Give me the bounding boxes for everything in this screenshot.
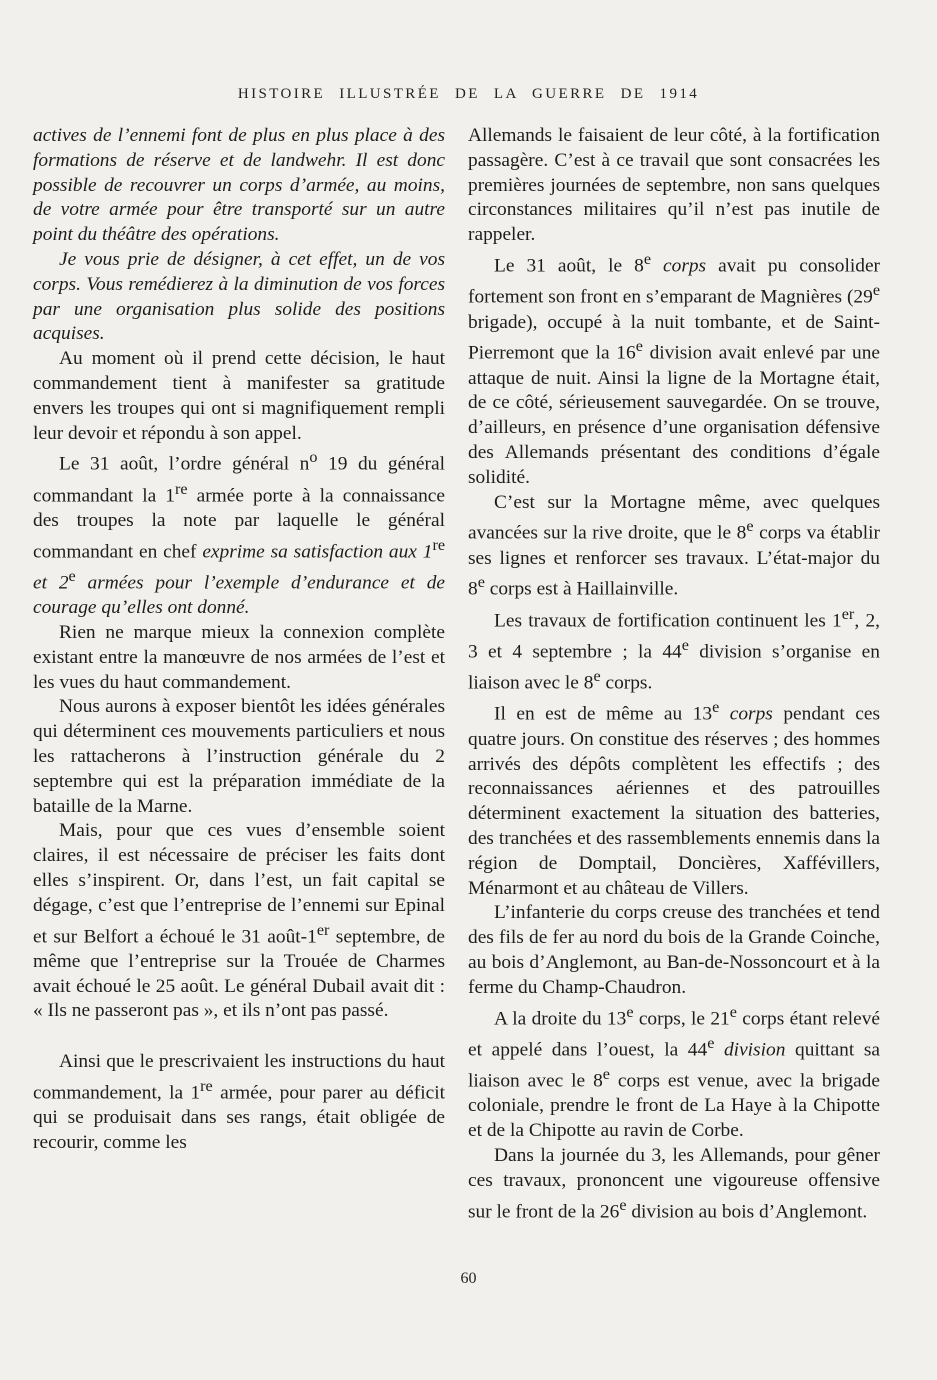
paragraph: Allemands le faisaient de leur côté, à la fortification passagère. C’est à ce travail que sont consacrées les premières journées de septembre, non sans quelques circonstances militaires qu’il n’est pas inutile de rappeler.	[468, 125, 880, 246]
paragraph: actives de l’ennemi font de plus en plus place à des formations de réserve et de landwehr. Il est donc possible de recouvrer un corps d’armée, au moins, de votre armée pour être transporté sur un autre point du théâtre des opérations.	[33, 125, 445, 246]
paragraph: A la droite du 13e corps, le 21e corps étant relevé et appelé dans l’ouest, la 44e division quittant sa liaison avec le 8e corps est venue, avec la brigade coloniale, prendre le front de La Haye à la Chipotte et de la Chipotte au ravin de Corbe.	[468, 1003, 881, 1142]
right-column	[468, 124, 880, 1225]
paragraph: C’est sur la Mortagne même, avec quelques avancées sur la rive droite, que le 8e corps va établir ses lignes et renforcer ses travaux. L’état-major du 8e corps est à Haillainville.	[468, 491, 881, 600]
paragraph: Les travaux de fortification continuent les 1er, 2, 3 et 4 septembre ; la 44e division s’organise en liaison avec le 8e corps.	[468, 605, 880, 694]
paragraph: L’infanterie du corps creuse des tranchées et tend des fils de fer au nord du bois de la Grande Coinche, au bois d’Anglemont, au Ban-de-Nossoncourt et à la ferme du Champ-Chaudron.	[468, 902, 880, 998]
paragraph: Je vous prie de désigner, à cet effet, un de vos corps. Vous remédierez à la diminution de vos forces par une organisation plus solide des positions acquises.	[33, 248, 445, 345]
page-number: 60	[460, 1270, 477, 1287]
paragraph: Nous aurons à exposer bientôt les idées générales qui déterminent ces mouvements particuliers et nous les rattacherons à l’instruction générale du 2 septembre qui est la préparation immédiate de la bataille de la Marne.	[33, 696, 445, 817]
paragraph: Au moment où il prend cette décision, le haut commandement tient à manifester sa gratitude envers les troupes qui ont si magnifiquement rempli leur devoir et répondu à son appel.	[33, 348, 445, 444]
paragraph: Mais, pour que ces vues d’ensemble soient claires, il est nécessaire de préciser les faits dont elles s’inspirent. Or, dans l’est, un fait capital se dégage, c’est que l’entreprise de l’ennemi sur Epinal et sur Belfort a échoué le 31 août-1er septembre, de même que l’entreprise sur la Trouée de Charmes avait échoué le 25 août. Le général Dubail avait dit : « Ils ne passeront pas », et ils n’ont pas passé.	[33, 820, 445, 1022]
left-column	[33, 124, 445, 1156]
paragraph: Rien ne marque mieux la connexion complète existant entre la manœuvre de nos armées de l’est et les vues du haut commandement.	[33, 622, 445, 693]
paragraph: Dans la journée du 3, les Allemands, pour gêner ces travaux, prononcent une vigoureuse offensive sur le front de la 26e division au bois d’Anglemont.	[468, 1144, 880, 1222]
paragraph: Il en est de même au 13e corps pendant ces quatre jours. On constitue des réserves ; des hommes arrivés des dépôts complètent les effectifs ; des reconnaissances aériennes et des patrouilles déterminent exactement la situation des batteries, des tranchées et des rassemblements ennemis dans la région de Domptail, Doncières, Xaffévillers, Ménarmont et au château de Villers.	[468, 699, 880, 899]
paragraph: Le 31 août, le 8e corps avait pu consolider fortement son front en s’emparant de Magnières (29e brigade), occupé à la nuit tombante, et de Saint-Pierremont que la 16e division avait enlevé par une attaque de nuit. Ainsi la ligne de la Mortagne était, de ce côté, sérieusement sauvegardée. On se trouve, d’ailleurs, en présence d’une organisation défensive des Allemands présentant des conditions d’égale solidité.	[468, 250, 881, 488]
running-head: HISTOIRE ILLUSTRÉE DE LA GUERRE DE 1914	[237, 86, 700, 102]
paragraph: Le 31 août, l’ordre général $n^o$ 19 du général commandant la 1re armée porte à la connaissance des troupes la note par laquelle le général commandant en chef exprime sa satisfaction aux 1re et 2e armées pour l’exemple d’endurance et de courage qu’elles ont donné.	[33, 449, 445, 619]
paragraph: Ainsi que le prescrivaient les instructions du haut commandement, la 1re armée, pour parer au déficit qui se produisait dans ses rangs, était obligée de recourir, comme les	[33, 1051, 445, 1154]
